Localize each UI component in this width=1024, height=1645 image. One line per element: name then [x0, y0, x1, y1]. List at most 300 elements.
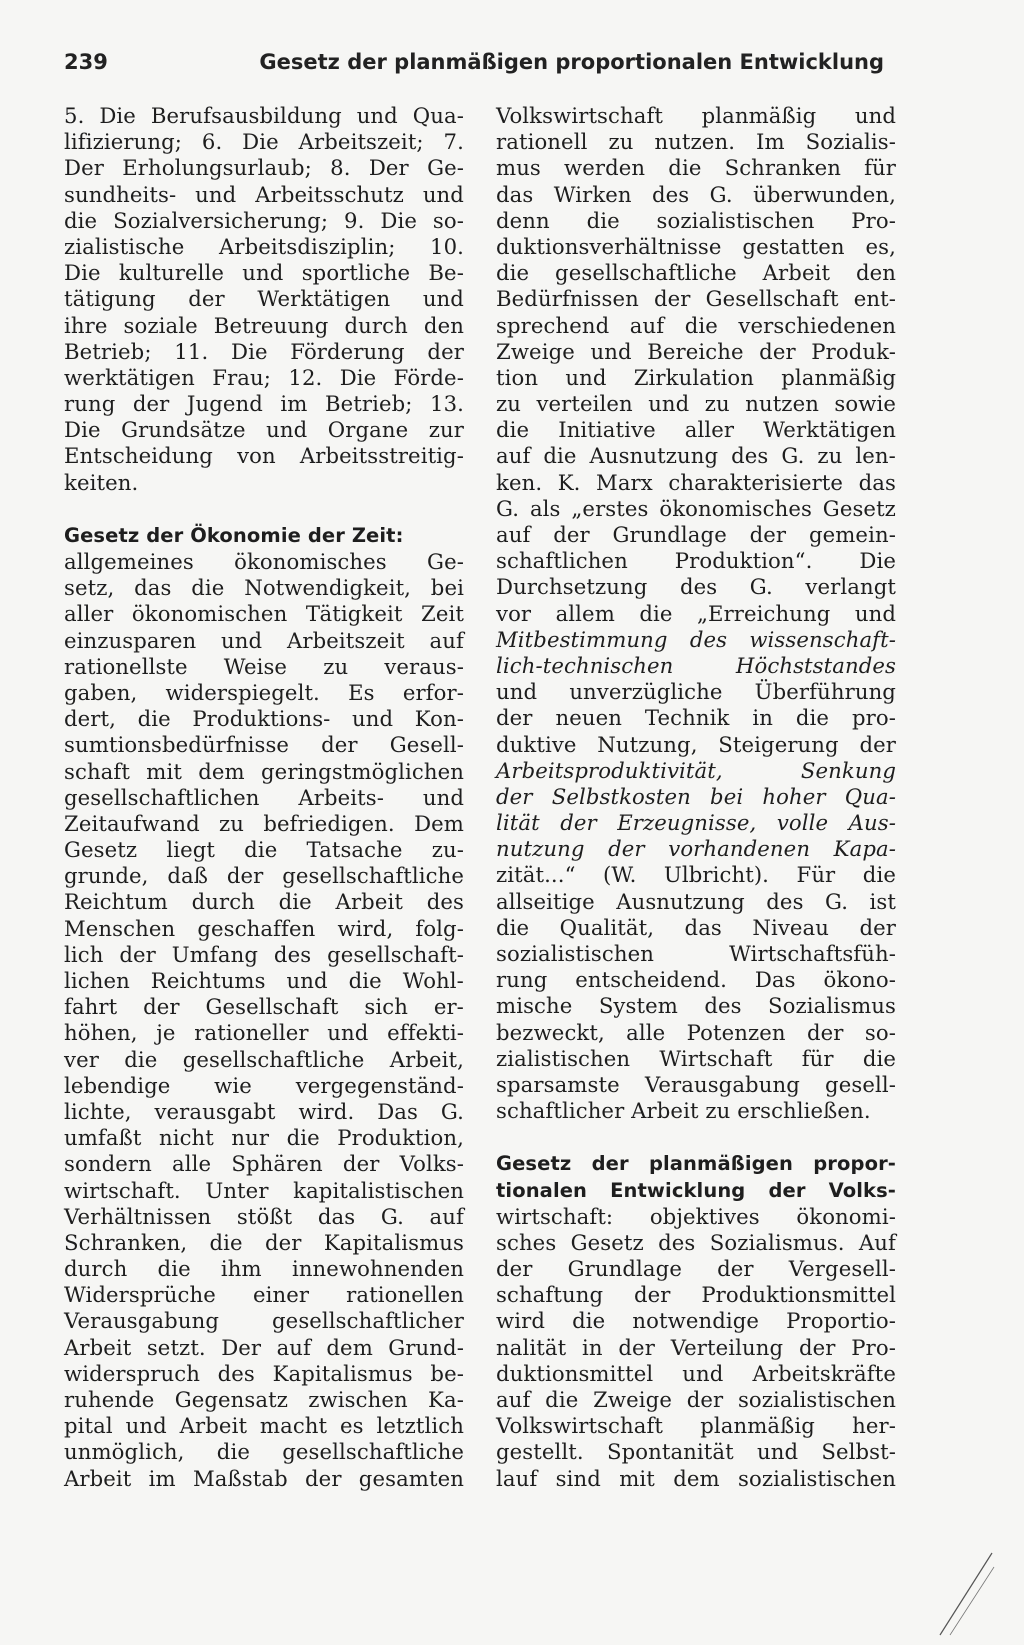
word: Frau; [212, 364, 272, 390]
left-column-line [64, 680, 464, 706]
word: 7. [443, 129, 464, 155]
word: sozialistischen [656, 207, 815, 233]
right-column-line [496, 391, 896, 417]
word: bei [710, 783, 744, 809]
word: Betreuung [213, 312, 329, 338]
right-column-line [496, 941, 896, 967]
word: gemein- [808, 522, 896, 547]
word: rung [496, 967, 548, 993]
word: werden [564, 155, 646, 181]
word: gesellschaftlicher [272, 1308, 464, 1334]
word: der [132, 391, 170, 417]
word: Förde- [393, 364, 464, 390]
word: macht [259, 1413, 328, 1439]
left-column-line [64, 286, 464, 312]
word: fahrt [64, 994, 118, 1020]
word: des [704, 993, 742, 1019]
word: Nutzung, [597, 731, 698, 757]
right-column-line [496, 1387, 896, 1413]
left-column-line [64, 1256, 464, 1282]
right-column-line [496, 1282, 896, 1308]
left-column-line [64, 837, 464, 863]
left-column-line [64, 732, 464, 758]
word: Höchststandes [735, 652, 896, 678]
right-column-line [496, 1178, 896, 1204]
word: zialistischen [496, 1045, 631, 1071]
word: der [321, 732, 358, 758]
word: auf [496, 443, 531, 469]
word: und [286, 968, 328, 993]
word: wird [496, 1308, 546, 1334]
word: der [188, 286, 225, 312]
left-column-line [64, 994, 464, 1020]
word: Grundlage [612, 522, 727, 547]
word: Verteilung [670, 1334, 784, 1360]
word: Technik [644, 705, 730, 731]
word: nutzung [496, 836, 585, 862]
word: nutzen [745, 391, 819, 417]
word: bei [430, 575, 464, 601]
word: Ausnutzung [616, 888, 745, 914]
right-column-line [496, 1204, 896, 1230]
word: gestatten [742, 233, 845, 259]
word: sches [496, 1229, 557, 1255]
word: als [529, 495, 561, 521]
word: Förderung [290, 338, 405, 364]
word: Gesetz [570, 1229, 644, 1255]
left-column-line [64, 654, 464, 680]
word: kulturelle [118, 260, 225, 286]
word: schaftung [496, 1282, 604, 1308]
word: alle [172, 1151, 212, 1177]
word: Sphären [231, 1151, 323, 1177]
word: Es [348, 679, 375, 705]
word: es [340, 1413, 364, 1439]
word: die [244, 837, 278, 863]
left-column-line [64, 208, 464, 234]
right-column-line [496, 155, 896, 181]
word: umfaßt [64, 1125, 142, 1151]
word: Aus- [848, 810, 896, 836]
word: die [286, 1125, 320, 1151]
word: auf [429, 1203, 464, 1229]
word: und [221, 627, 263, 653]
word: Niveau [752, 914, 830, 940]
word: lität [496, 810, 540, 836]
word: G. [749, 574, 773, 600]
word: durch [344, 312, 408, 338]
word: ökonomi- [796, 1203, 896, 1229]
word: Marx [596, 469, 653, 495]
word: Arbeit [762, 260, 831, 286]
word: Wirtschaftsfüh- [729, 941, 896, 966]
word: ken. [496, 469, 543, 495]
word: Kapa- [833, 836, 896, 862]
word: rung [64, 391, 116, 417]
word: Potenzen [686, 1019, 786, 1045]
word: sundheits- [64, 181, 177, 207]
word: wird, [337, 915, 394, 941]
word: auf [496, 1387, 531, 1412]
word: des [426, 889, 464, 915]
word: und [496, 679, 538, 705]
right-column-line [496, 522, 896, 548]
word: Ka- [428, 1387, 464, 1412]
word: der [759, 338, 796, 364]
word: ruhende [64, 1387, 155, 1412]
left-column-line [64, 1230, 464, 1256]
left-column-line [64, 1047, 464, 1073]
right-column-line [496, 103, 896, 129]
word: Widersprüche [64, 1282, 216, 1308]
word: sich [364, 994, 408, 1020]
word: die [496, 914, 530, 940]
word: Entscheidung [64, 443, 213, 469]
right-column-line [496, 286, 896, 312]
word: die [157, 1256, 191, 1282]
word: Der [221, 1334, 262, 1360]
left-column-line [64, 759, 464, 785]
word: je [156, 1020, 176, 1046]
word: Spontanität [606, 1439, 734, 1465]
word: Die [380, 207, 417, 233]
word: das [684, 914, 722, 940]
word: sportliche [301, 260, 411, 286]
left-column-line [64, 916, 464, 942]
word: daß [167, 863, 209, 889]
word: sumtionsbedürfnisse [64, 732, 290, 758]
word: sozialistischen [738, 1465, 896, 1491]
right-column-line [496, 810, 896, 836]
right-column-line [496, 1361, 896, 1387]
word: wird. [298, 1098, 355, 1124]
word: Bedürfnissen [496, 286, 639, 312]
right-column-line [496, 915, 896, 941]
word: mus [496, 155, 541, 181]
word: rationeller [194, 1020, 309, 1046]
word: Gesellschaft [705, 286, 839, 312]
word: und [352, 706, 394, 732]
word: Ge- [427, 155, 464, 181]
word: Unter [205, 1177, 269, 1203]
right-column-line [496, 365, 896, 391]
left-column-line [64, 365, 464, 391]
word: die [137, 706, 171, 732]
word: Selbst- [821, 1439, 896, 1465]
left-column-line [64, 1204, 464, 1230]
word: die [216, 1439, 250, 1465]
word: der [560, 810, 597, 836]
left-column-line [64, 785, 464, 811]
word: die [209, 1229, 243, 1255]
word: ökono- [823, 967, 896, 993]
word: erfor- [402, 679, 464, 705]
word: Steigerung [718, 731, 839, 757]
word: und [854, 600, 896, 626]
word: Kapitalismus [323, 1229, 464, 1255]
right-column-line [496, 496, 896, 522]
word: Berufsausbildung [150, 103, 342, 128]
word: lifizierung; [64, 129, 182, 155]
word: Die [339, 364, 377, 390]
left-column-line [64, 1361, 464, 1387]
left-column-line [64, 706, 464, 732]
word: Tatsache [306, 837, 403, 863]
word: len- [855, 443, 896, 469]
word: der [119, 941, 156, 967]
word: „erstes [571, 495, 649, 521]
word: zialistische [64, 233, 185, 259]
word: Grund- [388, 1334, 464, 1360]
word: rationell [496, 129, 588, 155]
word: geringstmöglichen [261, 758, 464, 784]
word: der [798, 1334, 836, 1360]
word: mit [146, 758, 182, 784]
word: tätigung [64, 286, 156, 312]
word: Notwendigkeit, [244, 575, 412, 601]
word: Kapitalismus [272, 1360, 413, 1386]
word: duktive [496, 731, 577, 757]
word: des [766, 888, 804, 914]
right-column-line [496, 993, 896, 1019]
word: Volks- [828, 1178, 896, 1202]
word: notwendige [632, 1308, 760, 1334]
word: geschaffen [197, 915, 316, 941]
right-column-line [496, 679, 896, 705]
word: gestellt. [496, 1439, 584, 1465]
running-title: Gesetz der planmäßigen proportionalen Entwicklung [259, 50, 884, 74]
word: System [598, 993, 678, 1019]
word: 13. [429, 391, 464, 417]
paragraph-gap [64, 496, 464, 523]
word: hoher [762, 783, 826, 809]
word: nalität [496, 1334, 567, 1360]
word: Maßstab [193, 1465, 288, 1491]
word: der [686, 1387, 724, 1412]
word: 9. [344, 207, 365, 233]
word: die [124, 1046, 158, 1072]
word: das [496, 181, 534, 207]
word: Pro- [851, 207, 896, 233]
word: liegt [166, 837, 215, 863]
word: der [608, 836, 645, 862]
word: die [862, 1045, 896, 1071]
word: Reichtums [150, 968, 266, 993]
word: Sozialismus. [709, 1229, 845, 1255]
word: Grundsätze [121, 417, 246, 443]
word: vorhandenen [668, 836, 811, 862]
word: des [731, 443, 769, 469]
word: und [125, 1413, 167, 1439]
word: der [859, 731, 896, 757]
word: zu [219, 810, 245, 836]
left-column-line [64, 417, 464, 443]
word: gesell- [825, 1071, 896, 1097]
word: Produktion“. [674, 548, 813, 574]
word: K. [557, 469, 581, 495]
word: volle [776, 810, 829, 836]
word: und [422, 286, 464, 312]
word: Senkung [800, 757, 896, 783]
word: Arbeitsdisziplin; [218, 233, 396, 259]
word: Werktätigen [763, 417, 896, 443]
word: ihre [64, 312, 108, 338]
word: Organe [327, 417, 409, 443]
left-column-line [64, 1308, 464, 1334]
word: sozialistischen [496, 941, 654, 966]
left-column-line [64, 549, 464, 575]
word: der [591, 1152, 629, 1176]
word: setzt. [146, 1334, 206, 1360]
word: ver [64, 1046, 99, 1072]
page-number: 239 [64, 50, 108, 74]
word: er- [433, 994, 464, 1020]
word: Die [242, 129, 279, 155]
word: sprechend [496, 312, 610, 338]
right-column-line [496, 574, 896, 600]
word: 10. [430, 233, 464, 259]
word: Arbeitsschutz [255, 181, 404, 207]
word: die [545, 1387, 579, 1412]
right-column-line [496, 601, 896, 627]
word: und [854, 103, 896, 128]
word: zu [817, 443, 843, 469]
left-column-line [64, 103, 464, 129]
word: Erholungsurlaub; [122, 155, 312, 181]
word: durch [191, 889, 255, 915]
word: Gesetz [496, 1152, 572, 1176]
word: den [855, 260, 896, 286]
word: grunde, [64, 863, 149, 889]
word: unverzügliche [569, 679, 723, 705]
word: innewohnenden [291, 1256, 464, 1282]
word: „Erreichung [696, 600, 831, 626]
word: Für [796, 862, 836, 888]
word: die [586, 207, 620, 233]
word: Die [230, 338, 268, 364]
word: her- [852, 1413, 896, 1439]
word: der [717, 1256, 754, 1282]
word: Arbeit [64, 1334, 132, 1360]
word: zwischen [308, 1387, 408, 1412]
word: dem [326, 1334, 373, 1360]
word: verschiedenen [738, 312, 896, 338]
word: Schranken [724, 155, 841, 181]
word: widerspiegelt. [165, 679, 320, 705]
word: Sozialismus [768, 993, 896, 1019]
right-column-line [496, 129, 896, 155]
word: der [496, 1256, 533, 1282]
word: gesamten [358, 1465, 464, 1491]
word: G. [440, 1098, 464, 1124]
left-text-column [64, 103, 464, 1492]
word: das [134, 575, 172, 601]
word: neuen [555, 705, 622, 731]
word: sozialistischen [737, 1387, 896, 1412]
word: Gesetz [64, 837, 138, 863]
word: widerspruch [64, 1360, 200, 1386]
word: höhen, [64, 1020, 138, 1046]
word: verteilen [536, 391, 633, 417]
word: G. [709, 181, 733, 207]
right-column-line [496, 1439, 896, 1465]
word: Vergesell- [788, 1256, 896, 1282]
word: zu- [431, 837, 464, 863]
word: Arbeitskräfte [752, 1360, 896, 1386]
word: Wohl- [402, 968, 464, 993]
word: den [423, 312, 464, 338]
left-column-line [64, 1178, 464, 1204]
word: Weise [223, 653, 288, 679]
word: Qualität, [559, 914, 655, 940]
word: propor- [813, 1152, 896, 1176]
word: und [648, 391, 690, 417]
word: Gesetz [822, 495, 896, 521]
word: Betrieb; [64, 338, 152, 364]
word: lauf [496, 1465, 538, 1491]
word: Zeitaufwand [64, 810, 200, 836]
word: der [859, 914, 896, 940]
word: zu [704, 391, 730, 417]
word: Jugend [186, 391, 263, 417]
right-column-line [496, 889, 896, 915]
word: einzusparen [64, 627, 197, 653]
word: Produktionsmittel [701, 1282, 896, 1308]
word: sind [555, 1465, 601, 1491]
word: Zeit [421, 601, 464, 627]
right-column-line [496, 784, 896, 810]
right-column-line [496, 443, 896, 469]
right-column-line [496, 339, 896, 365]
right-column-line [496, 182, 896, 208]
word: letztlich [376, 1413, 464, 1439]
word: dem [673, 1465, 720, 1491]
word: planmäßig [701, 103, 817, 128]
word: Werktätigen [257, 286, 391, 312]
word: und [266, 417, 308, 443]
word: 8. [330, 155, 351, 181]
word: gesellschaftliche [282, 863, 464, 889]
left-column-line [64, 155, 464, 181]
word: veraus- [384, 653, 464, 679]
word: Ausnutzung [589, 443, 719, 469]
word: auf [276, 1334, 311, 1360]
word: Verausgabung [644, 1071, 800, 1097]
word: Arbeitsproduktivität, [496, 757, 723, 783]
word: G. [496, 495, 520, 521]
word: Mitbestimmung [496, 626, 668, 652]
word: und [242, 260, 284, 286]
word: vor [496, 600, 532, 626]
word: bezweckt, [496, 1019, 605, 1045]
word: vergegenständ- [295, 1072, 464, 1098]
word: gesellschaftliche [182, 1046, 365, 1072]
word: Der [64, 155, 104, 181]
word: Arbeitszeit [286, 627, 405, 653]
left-column-line [64, 1020, 464, 1046]
left-column-line [64, 628, 464, 654]
word: die [64, 207, 98, 233]
word: lich [64, 941, 104, 967]
word: tion [496, 364, 539, 390]
word: gesellschaftliche [282, 1439, 464, 1465]
word: und [195, 181, 237, 207]
word: Sozialis- [805, 129, 896, 155]
word: Kon- [414, 706, 464, 732]
right-column-line [496, 1072, 896, 1098]
word: werktätigen [64, 364, 195, 390]
right-column-line [496, 1308, 896, 1334]
